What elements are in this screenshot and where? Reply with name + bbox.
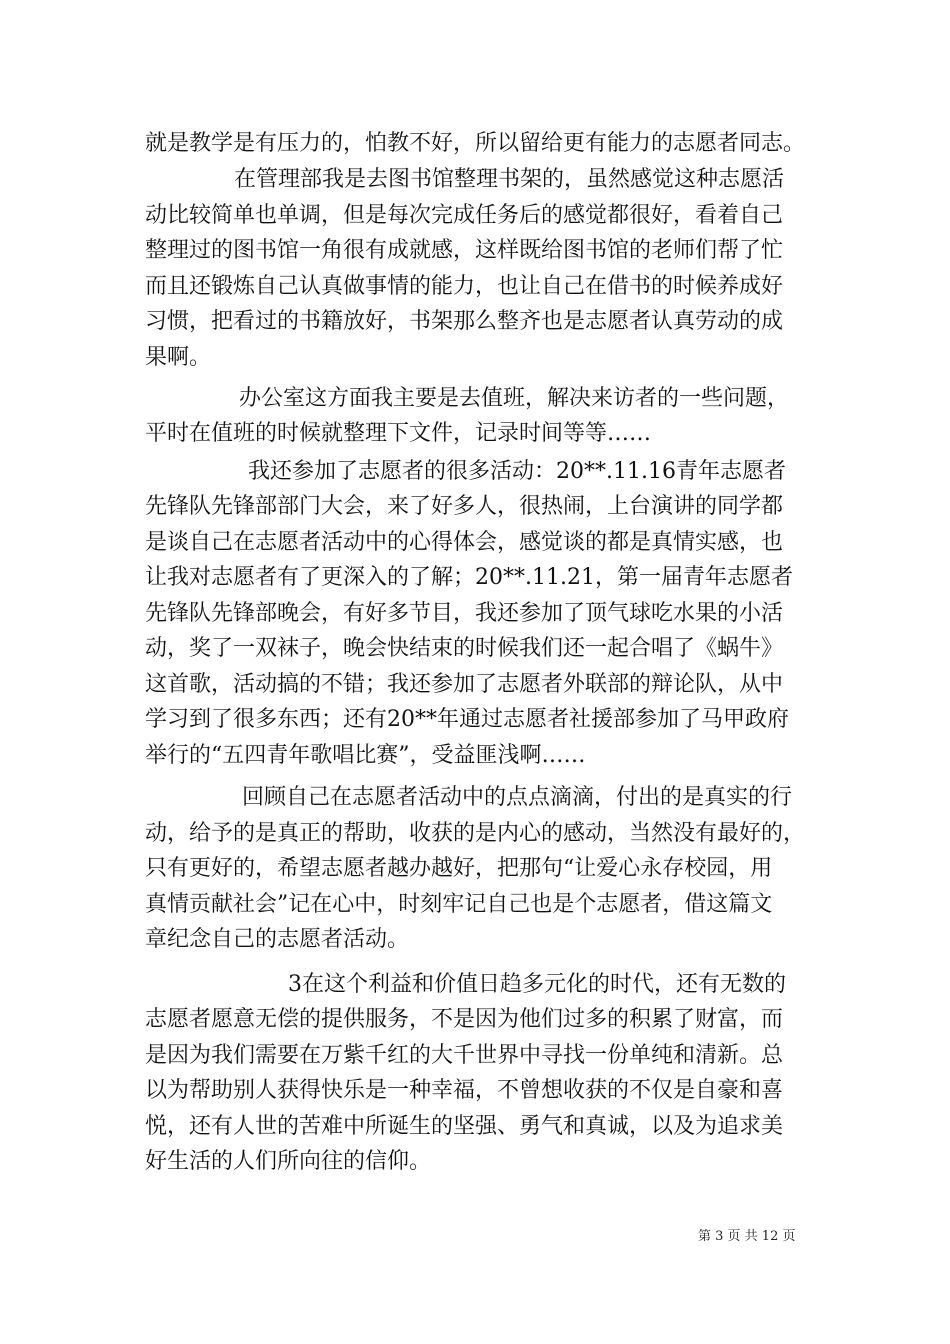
body-text-line: 我还参加了志愿者的很多活动：20**.11.16青年志愿者 bbox=[248, 459, 786, 484]
body-text-line: 动，给予的是真正的帮助，收获的是内心的感动，当然没有最好的， bbox=[145, 821, 806, 846]
body-text-line: 学习到了很多东西；还有20**年通过志愿者社援部参加了马甲政府 bbox=[145, 707, 789, 732]
body-text-line: 先锋队先锋部晚会，有好多节目，我还参加了顶气球吃水果的小活 bbox=[145, 601, 784, 626]
body-text-line: 而且还锻炼自己认真做事情的能力，也让自己在借书的时候养成好 bbox=[145, 274, 784, 299]
body-text-line: 是谈自己在志愿者活动中的心得体会，感觉谈的都是真情实感，也 bbox=[145, 530, 784, 555]
body-text-line: 习惯，把看过的书籍放好，书架那么整齐也是志愿者认真劳动的成 bbox=[145, 309, 784, 334]
body-text-line: 是因为我们需要在万紫千红的大千世界中寻找一份单纯和清新。总 bbox=[145, 1043, 784, 1068]
body-text-line: 平时在值班的时候就整理下文件，记录时间等等…… bbox=[145, 421, 652, 446]
body-text-line: 就是教学是有压力的，怕教不好，所以留给更有能力的志愿者同志。 bbox=[145, 131, 806, 156]
page-number-footer: 第 3 页 共 12 页 bbox=[698, 1229, 796, 1244]
body-text-line: 举行的“五四青年歌唱比赛”，受益匪浅啊…… bbox=[145, 743, 586, 768]
body-text-line: 3在这个利益和价值日趋多元化的时代，还有无数的 bbox=[288, 972, 786, 997]
body-text-line: 动比较简单也单调，但是每次完成任务后的感觉都很好，看着自己 bbox=[145, 203, 784, 228]
body-text-line: 真情贡献社会”记在心中，时刻牢记自己也是个志愿者，借这篇文 bbox=[145, 892, 773, 917]
body-text-line: 在管理部我是去图书馆整理书架的，虽然感觉这种志愿活 bbox=[234, 167, 785, 192]
body-text-line: 让我对志愿者有了更深入的了解；20**.11.21，第一届青年志愿者 bbox=[145, 565, 793, 590]
body-text-line: 办公室这方面我主要是去值班，解决来访者的一些问题， bbox=[239, 386, 790, 411]
body-text-line: 果啊。 bbox=[145, 345, 212, 370]
body-text-line: 动，奖了一双袜子，晚会快结束的时候我们还一起合唱了《蜗牛》 bbox=[145, 636, 784, 661]
body-text-line: 先锋队先锋部部门大会，来了好多人，很热闹，上台演讲的同学都 bbox=[145, 494, 784, 519]
body-text-line: 整理过的图书馆一角很有成就感，这样既给图书馆的老师们帮了忙 bbox=[145, 238, 784, 263]
body-text-line: 以为帮助别人获得快乐是一种幸福，不曾想收获的不仅是自豪和喜 bbox=[145, 1078, 784, 1103]
body-text-line: 只有更好的，希望志愿者越办越好，把那句“让爱心永存校园，用 bbox=[145, 856, 773, 881]
body-text-line: 志愿者愿意无偿的提供服务，不是因为他们过多的积累了财富，而 bbox=[145, 1007, 784, 1032]
body-text-line: 这首歌，活动搞的不错；我还参加了志愿者外联部的辩论队，从中 bbox=[145, 672, 784, 697]
body-text-line: 好生活的人们所向往的信仰。 bbox=[145, 1149, 432, 1174]
body-text-line: 回顾自己在志愿者活动中的点点滴滴，付出的是真实的行 bbox=[242, 785, 793, 810]
body-text-line: 悦，还有人世的苦难中所诞生的坚强、勇气和真诚，以及为追求美 bbox=[145, 1114, 784, 1139]
body-text-line: 章纪念自己的志愿者活动。 bbox=[145, 927, 410, 952]
